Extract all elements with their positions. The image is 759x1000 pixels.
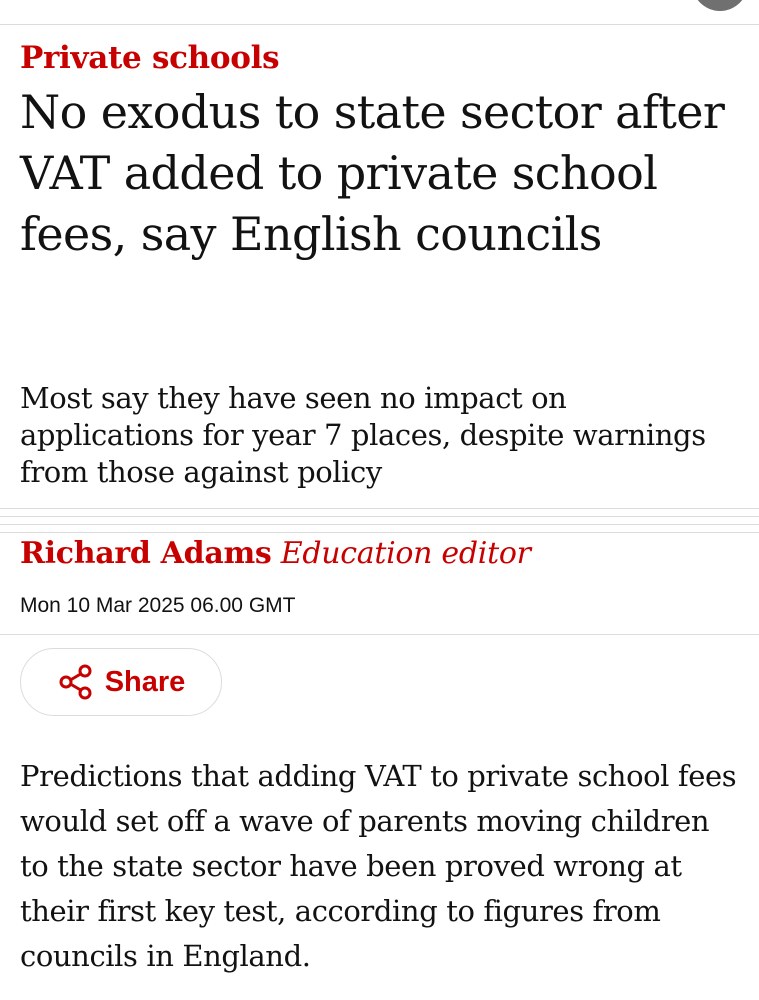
avatar-button[interactable] [692, 0, 748, 11]
section-kicker[interactable]: Private schools [20, 40, 280, 76]
meta-divider [0, 634, 759, 635]
headline: No exodus to state sector after VAT added to private school fees, say English councils [20, 85, 725, 261]
top-divider [0, 24, 759, 25]
share-button[interactable] [20, 648, 222, 716]
author-name[interactable]: Richard Adams [20, 536, 272, 571]
article-body-paragraph: Predictions that adding VAT to private school fees would set off a wave of parents moving children to the state sector have been proved wrong at their first key test, according to figures from councils in England. [20, 759, 737, 973]
byline [20, 534, 531, 574]
share-icon [57, 663, 95, 701]
publish-date: Mon 10 Mar 2025 06.00 GMT [20, 594, 296, 617]
share-label: Share [104, 665, 186, 698]
author-role: Education editor [280, 536, 531, 571]
standfirst: Most say they have seen no impact on applications for year 7 places, despite warnings from those against policy [20, 381, 706, 489]
